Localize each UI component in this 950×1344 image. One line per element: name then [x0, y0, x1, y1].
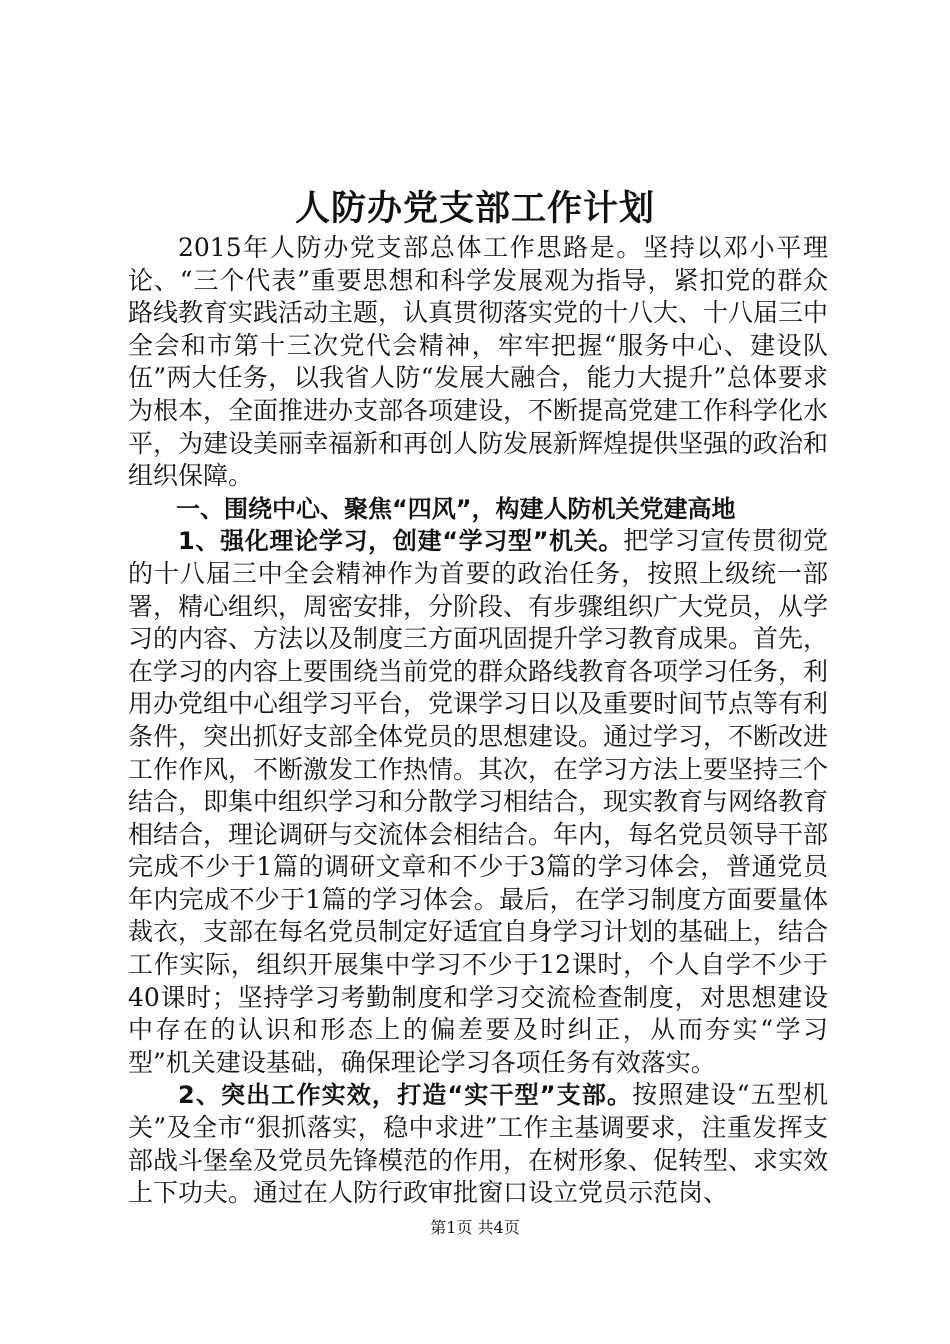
document-body	[128, 232, 828, 1210]
item-body-2: 按照建设“五型机关”及全市“狠抓落实，稳中求进”工作主基调要求，注重发挥支部战斗堡垒及党员先锋模范的作用，在树形象、促转型、求实效上下功夫。通过在人防行政审批窗口设立党员示范岗、	[128, 1080, 829, 1208]
document-title: 人防办党支部工作计划	[294, 189, 655, 229]
item-paragraph-1	[128, 525, 828, 1079]
page-footer: 第1页 共4页	[430, 1218, 520, 1237]
intro-paragraph: 2015年人防办党支部总体工作思路是。坚持以邓小平理论、“三个代表”重要思想和科学发展观为指导，紧扣党的群众路线教育实践活动主题，认真贯彻落实党的十八大、十八届三中全会和市第十三次党代会精神，牢牢把握“服务中心、建设队伍”两大任务，以我省人防“发展大融合，能力大提升”总体要求为根本，全面推进办支部各项建设，不断提高党建工作科学化水平，为建设美丽幸福新和再创人防发展新辉煌提供坚强的政治和组织保障。	[128, 233, 829, 491]
item-body-1: 把学习宣传贯彻党的十八届三中全会精神作为首要的政治任务，按照上级统一部署，精心组织，周密安排，分阶段、有步骤组织广大党员，从学习的内容、方法以及制度三方面巩固提升学习教育成果。首先，在学习的内容上要围绕当前党的群众路线教育各项学习任务，利用办党组中心组学习平台，党课学习日以及重要时间节点等有利条件，突出抓好支部全体党员的思想建设。通过学习，不断改进工作作风，不断激发工作热情。其次，在学习方法上要坚持三个结合，即集中组织学习和分散学习相结合，现实教育与网络教育相结合，理论调研与交流体会相结合。年内，每名党员领导干部完成不少于1篇的调研文章和不少于3篇的学习体会，普通党员年内完成不少于1篇的学习体会。最后，在学习制度方面要量体裁衣，支部在每名党员制定好适宜自身学习计划的基础上，结合工作实际，组织开展集中学习不少于12课时，个人自学不少于40课时；坚持学习考勤制度和学习交流检查制度，对思想建设中存在的认识和形态上的偏差要及时纠正，从而夯实“学习型”机关建设基础，确保理论学习各项任务有效落实。	[128, 526, 829, 1077]
item-paragraph-2	[128, 1079, 828, 1209]
item-heading-1: 1、强化理论学习，创建“学习型”机关。	[178, 527, 624, 556]
section-heading: 一、围绕中心、聚焦“四风”，构建人防机关党建高地	[176, 494, 736, 523]
item-heading-2: 2、突出工作实效，打造“实干型”支部。	[178, 1081, 633, 1110]
